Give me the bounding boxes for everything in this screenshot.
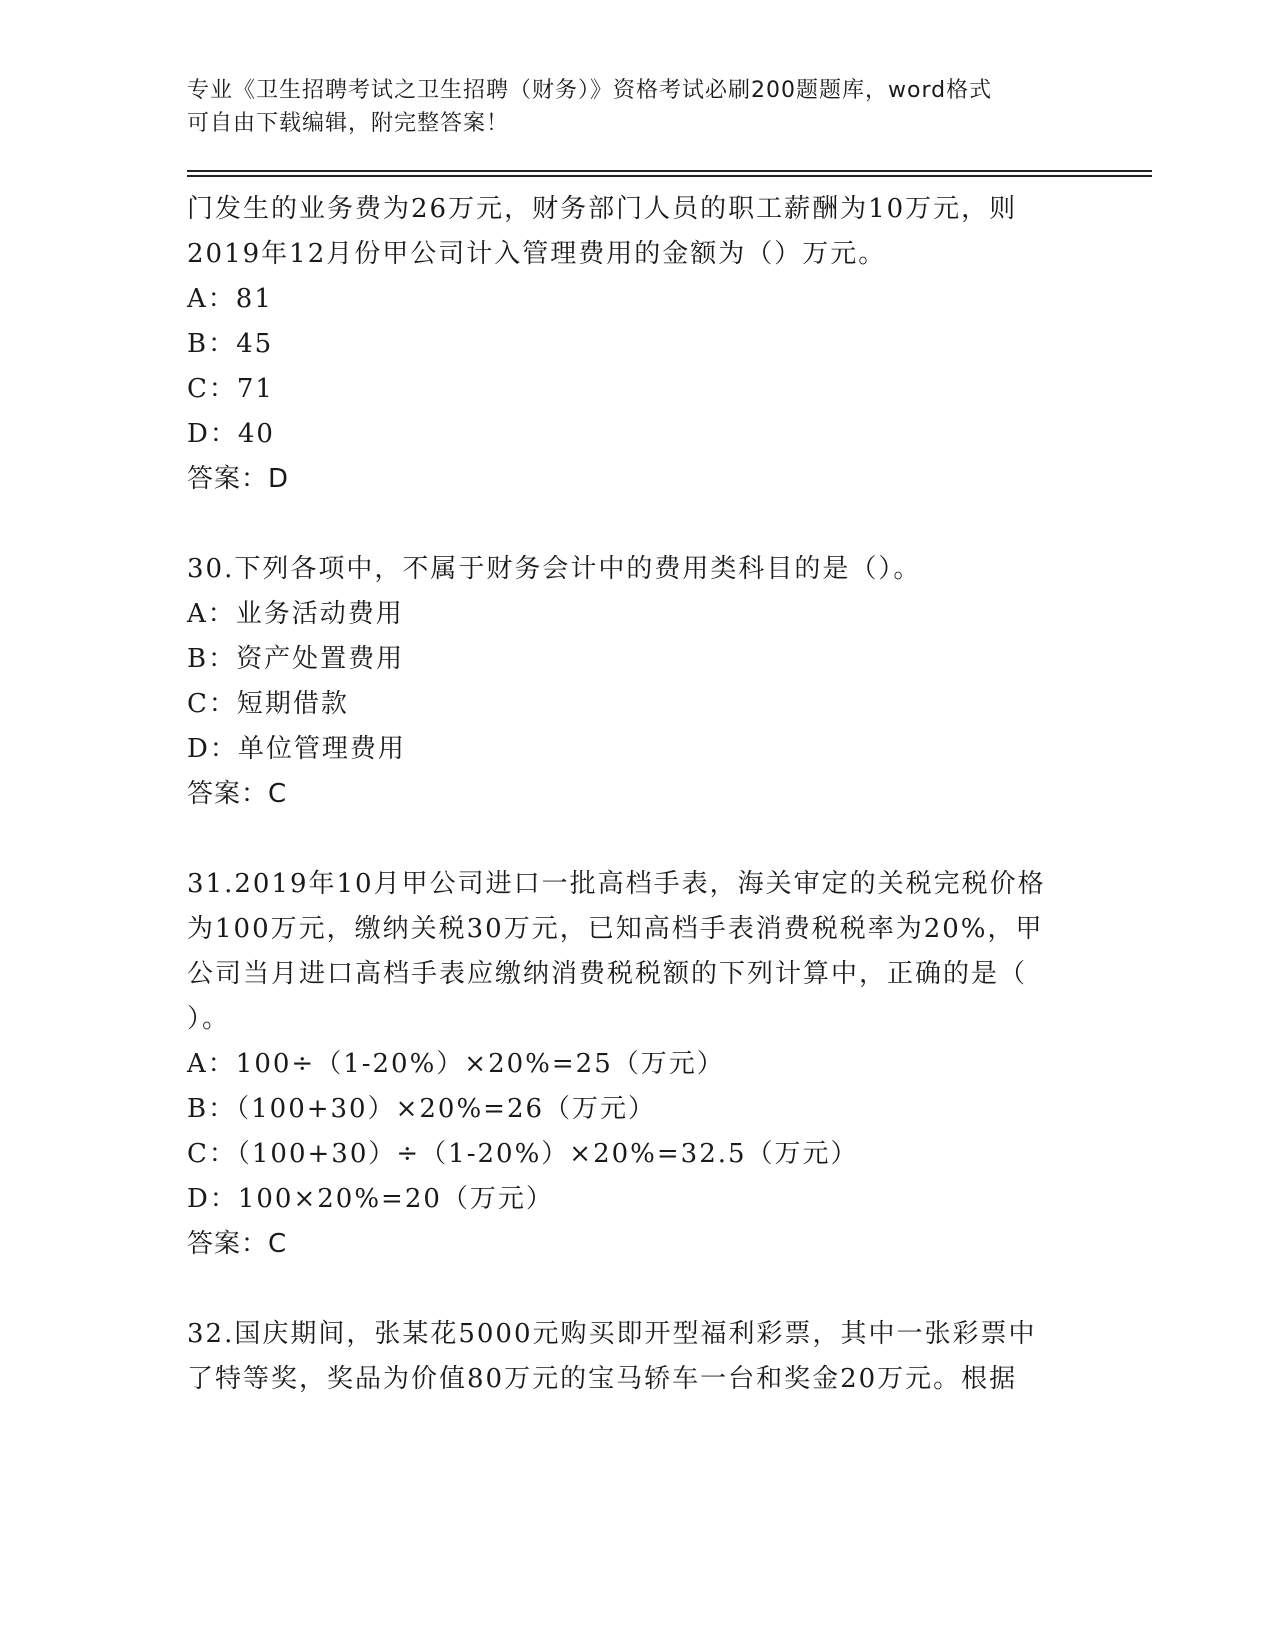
option-a: A：100÷（1-20%）×20%=25（万元） (187, 1049, 725, 1079)
question-text: 31.2019年10月甲公司进口一批高档手表，海关审定的关税完税价格 (187, 869, 1046, 899)
question-text: ）。 (187, 1004, 231, 1034)
option-d: D：100×20%=20（万元） (187, 1184, 554, 1214)
spacer (187, 817, 1067, 862)
spacer (187, 502, 1067, 547)
option-a: A：81 (187, 284, 273, 314)
option-b: B：（100+30）×20%=26（万元） (187, 1094, 657, 1124)
answer: 答案：D (187, 464, 290, 494)
option-b: B：45 (187, 329, 274, 359)
question-32 (187, 1312, 1067, 1402)
question-29 (187, 187, 1067, 502)
question-text: 32.国庆期间，张某花5000元购买即开型福利彩票，其中一张彩票中 (187, 1319, 1037, 1349)
option-a: A：业务活动费用 (187, 599, 404, 629)
header-divider-bottom (187, 175, 1152, 177)
option-c: C：71 (187, 374, 274, 404)
option-b: B：资产处置费用 (187, 644, 405, 674)
question-text: 为100万元，缴纳关税30万元，已知高档手表消费税税率为20%，甲 (187, 914, 1044, 944)
spacer (187, 1267, 1067, 1312)
question-30 (187, 547, 1067, 817)
question-text: 2019年12月份甲公司计入管理费用的金额为（）万元。 (187, 239, 887, 269)
header-divider-top (187, 170, 1152, 172)
header-line-1: 专业《卫生招聘考试之卫生招聘（财务）》资格考试必刷200题题库，word格式 (187, 78, 993, 103)
option-d: D：40 (187, 419, 275, 449)
option-c: C：短期借款 (187, 689, 349, 719)
question-text: 30.下列各项中，不属于财务会计中的费用类科目的是（）。 (187, 554, 922, 584)
question-text: 了特等奖，奖品为价值80万元的宝马轿车一台和奖金20万元。根据 (187, 1364, 1018, 1394)
answer: 答案：C (187, 1229, 288, 1259)
document-header (187, 74, 1087, 140)
question-31 (187, 862, 1067, 1267)
question-text: 公司当月进口高档手表应缴纳消费税税额的下列计算中，正确的是（ (187, 959, 1028, 989)
document-body (187, 187, 1067, 1402)
question-text: 门发生的业务费为26万元，财务部门人员的职工薪酬为10万元，则 (187, 194, 1018, 224)
option-d: D：单位管理费用 (187, 734, 406, 764)
header-line-2: 可自由下载编辑，附完整答案！ (187, 111, 510, 136)
answer: 答案：C (187, 779, 288, 809)
option-c: C：（100+30）÷（1-20%）×20%=32.5（万元） (187, 1139, 859, 1169)
